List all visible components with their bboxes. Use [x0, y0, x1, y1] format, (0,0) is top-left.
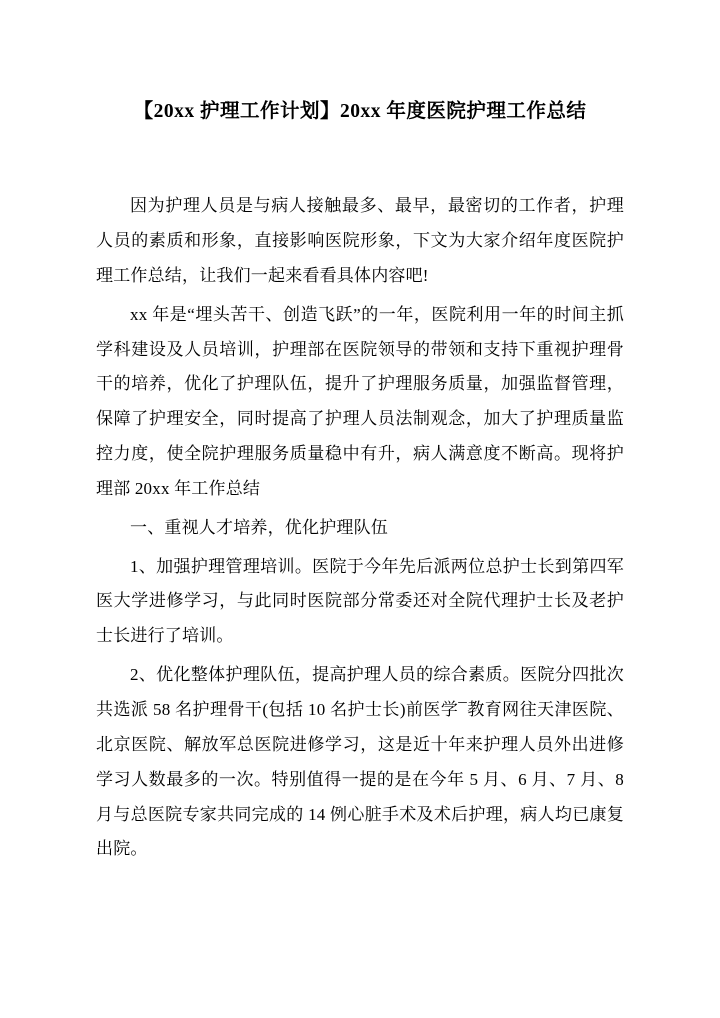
document-body [96, 96, 624, 867]
paragraph-4: 2、优化整体护理队伍，提高护理人员的综合素质。医院分四批次共选派 58 名护理骨干(包括 10 名护士长)前医学¯教育网往天津医院、北京医院、解放军总医院进修学习，这是近十年来护理人员外出进修学习人数最多的一次。特别值得一提的是在今年 5 月、6 月、7 月、8 月与总医院专家共同完成的 14 例心脏手术及术后护理，病人均已康复出院。 [96, 665, 624, 859]
paragraph-1: 因为护理人员是与病人接触最多、最早，最密切的工作者，护理人员的素质和形象，直接影响医院形象，下文为大家介绍年度医院护理工作总结，让我们一起来看看具体内容吧! [96, 196, 624, 285]
document-title: 【20xx 护理工作计划】20xx 年度医院护理工作总结 [133, 101, 587, 122]
section-heading-1: 一、重视人才培养，优化护理队伍 [130, 517, 388, 537]
paragraph-3: 1、加强护理管理培训。医院于今年先后派两位总护士长到第四军医大学进修学习，与此同时医院部分常委还对全院代理护士长及老护士长进行了培训。 [96, 556, 624, 646]
paragraph-2: xx 年是“埋头苦干、创造飞跃”的一年，医院利用一年的时间主抓学科建设及人员培训，护理部在医院领导的带领和支持下重视护理骨干的培养，优化了护理队伍，提升了护理服务质量，加强监督管理，保障了护理安全，同时提高了护理人员法制观念，加大了护理质量监控力度，使全院护理服务质量稳中有升，病人满意度不断高。现将护理部 20xx 年工作总结 [96, 304, 624, 498]
title-body-spacer [96, 127, 624, 189]
